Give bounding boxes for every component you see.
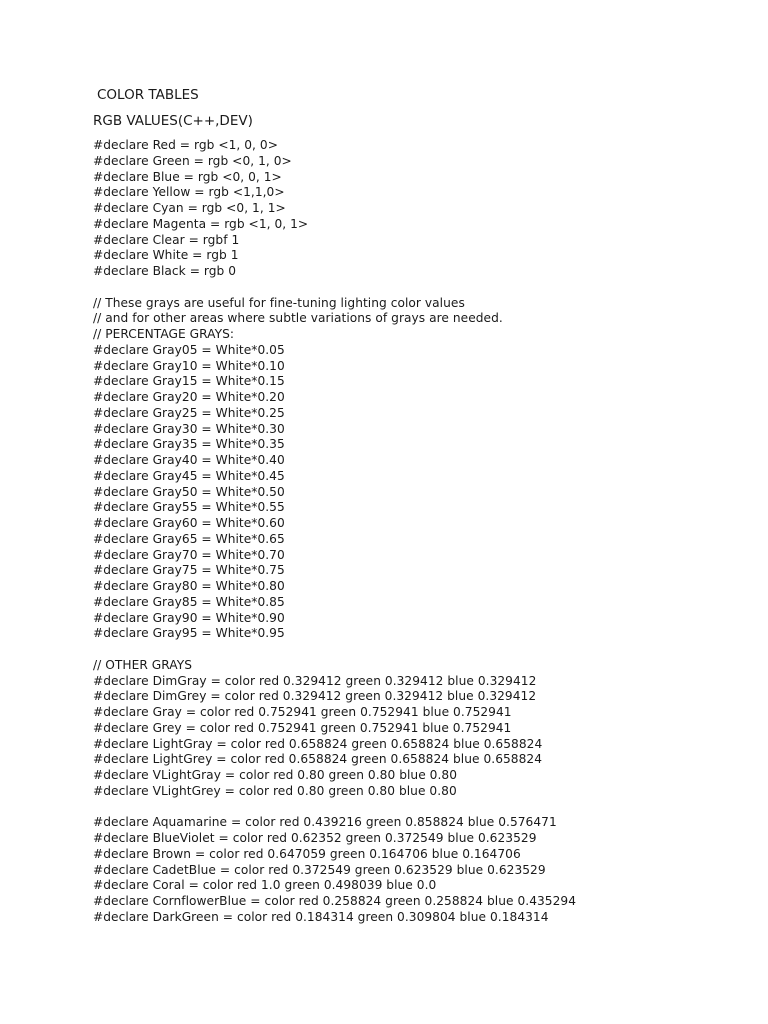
code-line: #declare Gray55 = White*0.55 bbox=[93, 500, 285, 515]
code-line: #declare Blue = rgb <0, 0, 1> bbox=[93, 169, 282, 184]
code-line: #declare Gray90 = White*0.90 bbox=[93, 610, 285, 625]
code-line: #declare Gray75 = White*0.75 bbox=[93, 563, 285, 578]
code-line: // and for other areas where subtle variations of grays are needed. bbox=[93, 311, 503, 326]
code-line: #declare Gray95 = White*0.95 bbox=[93, 626, 285, 641]
code-line: // These grays are useful for fine-tuning lighting color values bbox=[93, 295, 465, 310]
blank-line bbox=[93, 800, 733, 816]
code-line: #declare BlueViolet = color red 0.62352 green 0.372549 blue 0.623529 bbox=[93, 831, 537, 845]
code-listing bbox=[93, 138, 733, 926]
code-line: #declare Gray05 = White*0.05 bbox=[93, 342, 285, 357]
code-line: #declare Green = rgb <0, 1, 0> bbox=[93, 153, 292, 168]
code-line: #declare Coral = color red 1.0 green 0.498039 blue 0.0 bbox=[93, 878, 437, 893]
code-section bbox=[93, 296, 733, 643]
code-line: #declare DarkGreen = color red 0.184314 green 0.309804 blue 0.184314 bbox=[93, 909, 549, 924]
code-section bbox=[93, 815, 733, 925]
code-line: // PERCENTAGE GRAYS: bbox=[93, 327, 235, 341]
blank-line bbox=[93, 280, 733, 296]
code-line: #declare Gray = color red 0.752941 green 0.752941 blue 0.752941 bbox=[93, 705, 512, 719]
code-line: #declare Brown = color red 0.647059 green 0.164706 blue 0.164706 bbox=[93, 846, 521, 861]
code-line: #declare Gray10 = White*0.10 bbox=[93, 358, 285, 373]
document-page bbox=[93, 86, 733, 926]
code-line: // OTHER GRAYS bbox=[93, 657, 193, 672]
document-title: COLOR TABLES bbox=[97, 87, 199, 103]
code-line: #declare CornflowerBlue = color red 0.258824 green 0.258824 blue 0.435294 bbox=[93, 894, 577, 908]
code-line: #declare VLightGrey = color red 0.80 green 0.80 blue 0.80 bbox=[93, 783, 457, 798]
blank-line bbox=[93, 642, 733, 658]
code-line: #declare Gray80 = White*0.80 bbox=[93, 579, 285, 593]
code-section bbox=[93, 658, 733, 800]
code-section bbox=[93, 138, 733, 280]
code-line: #declare Grey = color red 0.752941 green 0.752941 blue 0.752941 bbox=[93, 720, 512, 735]
document-subtitle: RGB VALUES(C++,DEV) bbox=[93, 113, 253, 129]
code-line: #declare Gray20 = White*0.20 bbox=[93, 390, 285, 404]
code-line: #declare LightGrey = color red 0.658824 green 0.658824 blue 0.658824 bbox=[93, 752, 543, 767]
code-line: #declare VLightGray = color red 0.80 green 0.80 blue 0.80 bbox=[93, 768, 457, 782]
code-line: #declare LightGray = color red 0.658824 green 0.658824 blue 0.658824 bbox=[93, 736, 543, 751]
code-line: #declare Gray60 = White*0.60 bbox=[93, 516, 285, 530]
code-line: #declare CadetBlue = color red 0.372549 green 0.623529 blue 0.623529 bbox=[93, 862, 546, 877]
code-line: #declare Gray50 = White*0.50 bbox=[93, 484, 285, 499]
code-line: #declare Aquamarine = color red 0.439216 green 0.858824 blue 0.576471 bbox=[93, 815, 557, 830]
code-line: #declare Magenta = rgb <1, 0, 1> bbox=[93, 216, 309, 231]
code-line: #declare Clear = rgbf 1 bbox=[93, 232, 240, 247]
code-line: #declare White = rgb 1 bbox=[93, 248, 239, 263]
code-line: #declare DimGray = color red 0.329412 green 0.329412 blue 0.329412 bbox=[93, 673, 537, 688]
code-line: #declare Cyan = rgb <0, 1, 1> bbox=[93, 201, 286, 215]
code-line: #declare Gray40 = White*0.40 bbox=[93, 453, 285, 467]
code-line: #declare Yellow = rgb <1,1,0> bbox=[93, 185, 285, 200]
code-line: #declare Black = rgb 0 bbox=[93, 264, 237, 278]
code-line: #declare Red = rgb <1, 0, 0> bbox=[93, 138, 278, 152]
code-line: #declare Gray30 = White*0.30 bbox=[93, 421, 285, 436]
code-line: #declare Gray85 = White*0.85 bbox=[93, 594, 285, 609]
code-line: #declare Gray25 = White*0.25 bbox=[93, 405, 285, 420]
code-line: #declare Gray45 = White*0.45 bbox=[93, 468, 285, 483]
code-line: #declare Gray70 = White*0.70 bbox=[93, 547, 285, 562]
code-line: #declare Gray65 = White*0.65 bbox=[93, 531, 285, 546]
code-line: #declare DimGrey = color red 0.329412 green 0.329412 blue 0.329412 bbox=[93, 689, 537, 704]
code-line: #declare Gray35 = White*0.35 bbox=[93, 437, 285, 452]
code-line: #declare Gray15 = White*0.15 bbox=[93, 374, 285, 389]
